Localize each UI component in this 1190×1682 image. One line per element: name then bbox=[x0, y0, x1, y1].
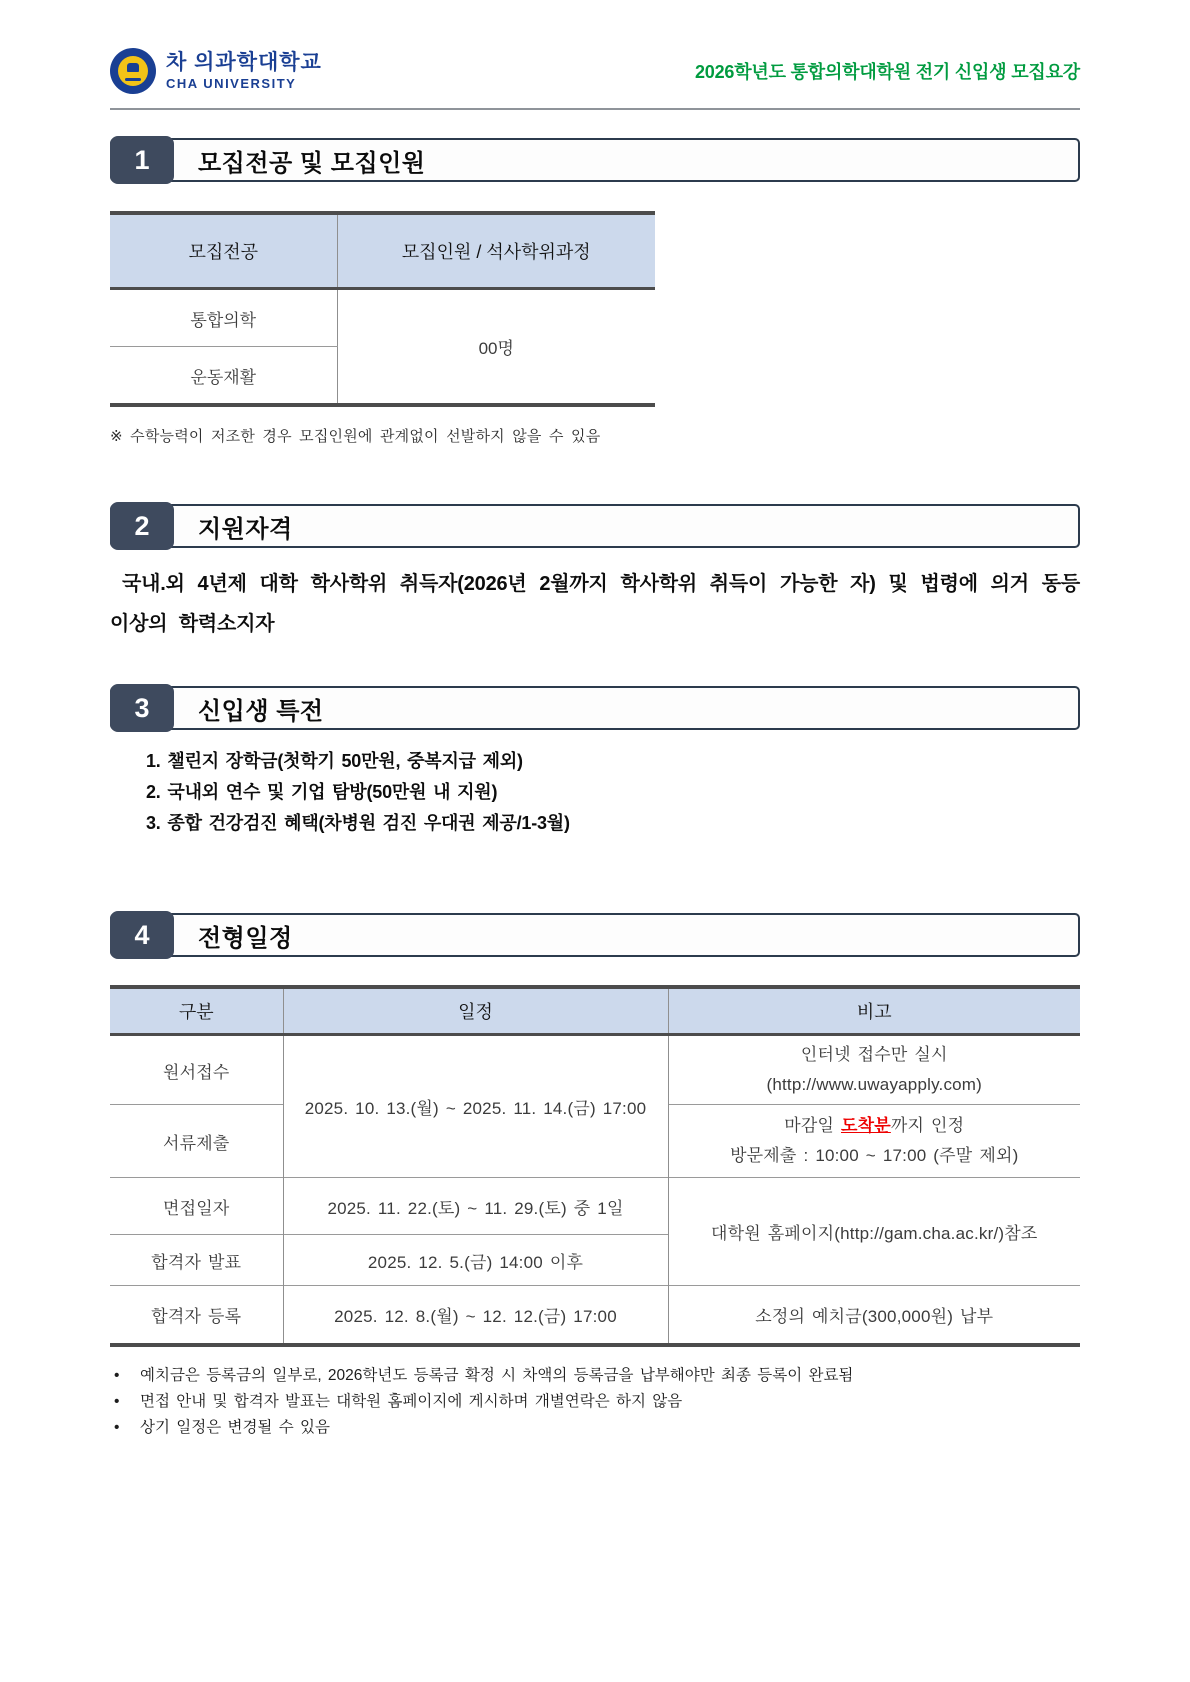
application-url: (http://www.uwayapply.com) bbox=[766, 1075, 983, 1094]
homepage-remarks-cell: 대학원 홈페이지(http://gam.cha.ac.kr/)참조 bbox=[668, 1178, 1080, 1286]
footnote-item bbox=[110, 1415, 1080, 1441]
bullet-icon: • bbox=[114, 1393, 120, 1410]
section-header-4 bbox=[110, 911, 1080, 959]
bullet-icon: • bbox=[114, 1419, 120, 1436]
majors-header-row bbox=[110, 213, 655, 289]
row-label: 서류제출 bbox=[110, 1105, 283, 1178]
table-row-registration bbox=[110, 1286, 1080, 1346]
schedule-header-row bbox=[110, 987, 1080, 1035]
section-number-badge: 4 bbox=[110, 911, 174, 959]
major-cell-exercise-rehab: 운동재활 bbox=[110, 347, 337, 406]
registration-remarks-cell: 소정의 예치금(300,000원) 납부 bbox=[668, 1286, 1080, 1346]
table-row-interview bbox=[110, 1178, 1080, 1235]
deadline-text-suffix: 까지 인정 bbox=[890, 1116, 965, 1135]
schedule-table bbox=[110, 985, 1080, 1347]
majors-col-quota: 모집인원 / 석사학위과정 bbox=[337, 213, 655, 289]
logo-text-block bbox=[166, 51, 322, 92]
section-header-2 bbox=[110, 502, 1080, 550]
cha-logo-icon bbox=[110, 48, 156, 94]
schedule-col-category: 구분 bbox=[110, 987, 283, 1035]
remark-line: 방문제출 : 10:00 ~ 17:00 (주말 제외) bbox=[730, 1146, 1019, 1165]
majors-table bbox=[110, 211, 655, 407]
section-number-badge: 3 bbox=[110, 684, 174, 732]
footnote-item bbox=[110, 1363, 1080, 1389]
section-title: 지원자격 bbox=[198, 515, 293, 543]
section-header-1 bbox=[110, 136, 1080, 184]
page-header bbox=[110, 48, 1080, 110]
section-number-badge: 1 bbox=[110, 136, 174, 184]
section-title: 모집전공 및 모집인원 bbox=[198, 149, 426, 177]
table-row-application bbox=[110, 1035, 1080, 1105]
schedule-col-remarks: 비고 bbox=[668, 987, 1080, 1035]
application-period-cell: 2025. 10. 13.(월) ~ 2025. 11. 14.(금) 17:00 bbox=[283, 1035, 668, 1178]
schedule-col-dates: 일정 bbox=[283, 987, 668, 1035]
footnote-text: 예치금은 등록금의 일부로, 2026학년도 등록금 확정 시 차액의 등록금을 납부해야만 최종 등록이 완료됨 bbox=[140, 1367, 854, 1384]
deadline-text-prefix: 마감일 bbox=[784, 1116, 841, 1135]
quota-cell: 00명 bbox=[478, 339, 514, 358]
remark-line: 인터넷 접수만 실시 bbox=[800, 1045, 948, 1064]
document-title: 2026학년도 통합의학대학원 전기 신입생 모집요강 bbox=[694, 62, 1080, 82]
footnote-text: 상기 일정은 변경될 수 있음 bbox=[140, 1419, 330, 1436]
logo-english-name: CHA UNIVERSITY bbox=[166, 75, 297, 91]
section-header-3 bbox=[110, 684, 1080, 732]
cha-logo-emblem bbox=[118, 56, 148, 86]
registration-date-cell: 2025. 12. 8.(월) ~ 12. 12.(금) 17:00 bbox=[283, 1286, 668, 1346]
section-title: 전형일정 bbox=[198, 924, 293, 952]
logo-korean-name: 차 의과학대학교 bbox=[166, 50, 322, 74]
bullet-icon: • bbox=[114, 1367, 120, 1384]
announcement-date-cell: 2025. 12. 5.(금) 14:00 이후 bbox=[283, 1235, 668, 1286]
row-label: 합격자 등록 bbox=[110, 1286, 283, 1346]
list-item: 3. 종합 건강검진 혜택(차병원 검진 우대권 제공/1-3월) bbox=[146, 813, 570, 833]
application-remarks-cell bbox=[668, 1035, 1080, 1105]
footnote-text: 면접 안내 및 합격자 발표는 대학원 홈페이지에 게시하며 개별연락은 하지 않음 bbox=[140, 1393, 683, 1410]
row-label: 합격자 발표 bbox=[110, 1235, 283, 1286]
row-label: 원서접수 bbox=[163, 1062, 230, 1082]
section-number-badge: 2 bbox=[110, 502, 174, 550]
list-item: 1. 챌린지 장학금(첫학기 50만원, 중복지급 제외) bbox=[146, 751, 523, 771]
majors-col-major: 모집전공 bbox=[110, 213, 337, 289]
footnotes bbox=[110, 1363, 1080, 1441]
row-label: 면접일자 bbox=[110, 1178, 283, 1235]
remark-line bbox=[670, 1111, 1080, 1141]
majors-note: ※ 수학능력이 저조한 경우 모집인원에 관계없이 선발하지 않을 수 있음 bbox=[110, 428, 601, 445]
list-item: 2. 국내외 연수 및 기업 탐방(50만원 내 지원) bbox=[146, 782, 498, 802]
eligibility-paragraph: 국내.외 4년제 대학 학사학위 취득자(2026년 2월까지 학사학위 취득이 가능한 자) 및 법령에 의거 동등 이상의 학력소지자 bbox=[110, 573, 1080, 635]
benefits-list bbox=[146, 746, 1080, 839]
interview-date-cell: 2025. 11. 22.(토) ~ 11. 29.(토) 중 1일 bbox=[283, 1178, 668, 1235]
major-cell-integrative-medicine: 통합의학 bbox=[110, 289, 337, 347]
cha-university-logo bbox=[110, 48, 322, 94]
section-title: 신입생 특전 bbox=[198, 697, 324, 725]
table-row bbox=[110, 289, 655, 347]
footnote-item bbox=[110, 1389, 1080, 1415]
documents-remarks-cell bbox=[668, 1105, 1080, 1178]
deadline-arrival-highlight: 도착분 bbox=[841, 1116, 891, 1135]
